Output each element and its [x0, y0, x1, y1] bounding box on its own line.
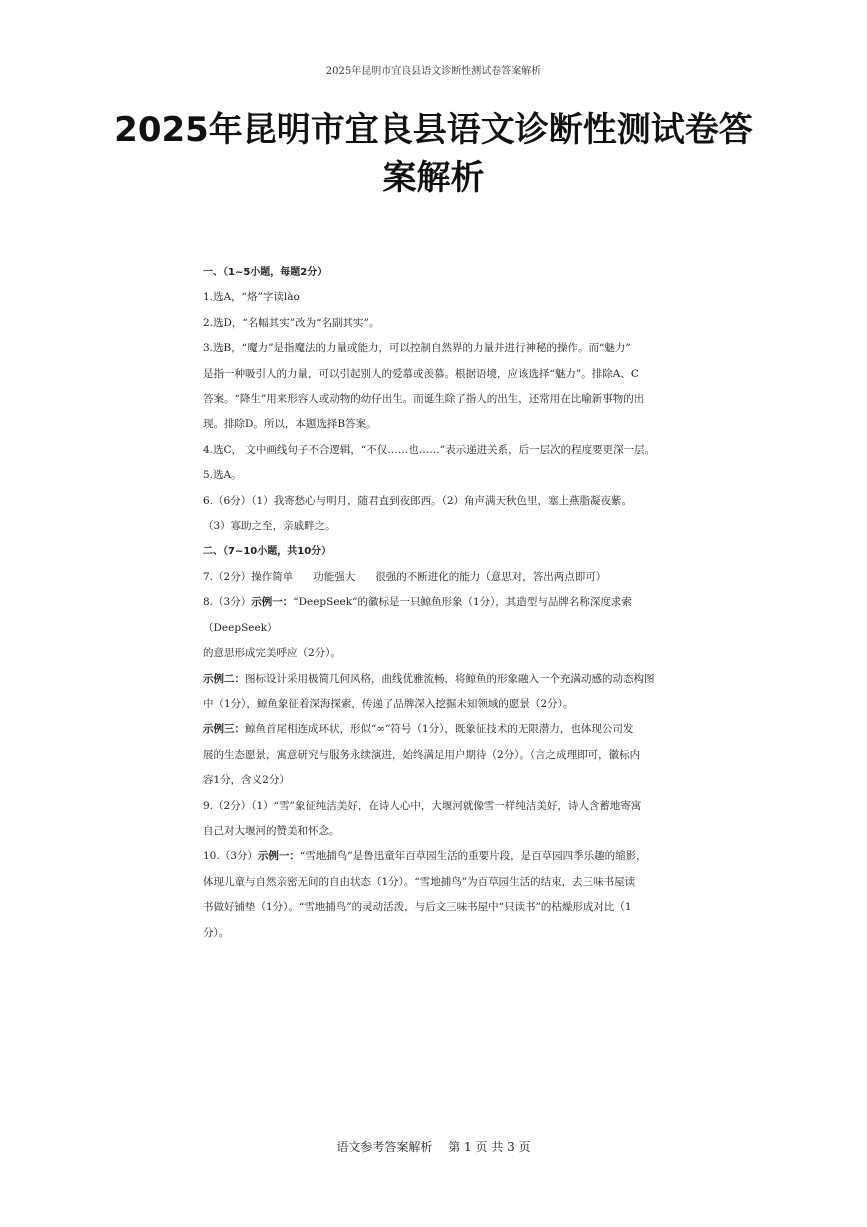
answer-text: “DeepSeek”的徽标是一只鲸鱼形象（1分），其造型与品牌名称深度求索（DeepSeek）: [203, 596, 632, 634]
answer-q6: [203, 489, 673, 540]
running-header: 2025年昆明市宜良县语文诊断性测试卷答案解析: [325, 66, 542, 77]
answer-line: 9.（2分）（1）“雪”象征纯洁美好，在诗人心中，大堰河就像雪一样纯洁美好，诗人含蓄地寄寓: [203, 799, 642, 812]
section-heading-1: 一、（1~5小题，每题2分）: [203, 267, 328, 278]
q7-item3: 很强的不断进化的能力（意思对，答出两点即可）: [375, 570, 607, 583]
example-label: 示例一：: [251, 596, 294, 609]
answer-line: [203, 590, 673, 641]
page-footer: 语文参考答案解析 第 1 页 共 3 页: [336, 1140, 531, 1154]
answer-line: 体现儿童与自然亲密无间的自由状态（1分）。“雪地捕鸟”为百草园生活的结束，去三味书屋读: [203, 875, 636, 888]
example-label: 示例三：: [203, 723, 245, 736]
q7-prefix: 7.（2分）操作简单: [203, 570, 294, 583]
q10-prefix: 10.（3分）: [203, 850, 258, 863]
answer-text: “雪地捕鸟”是鲁迅童年百草园生活的重要片段，是百草园四季乐趣的缩影，: [299, 850, 647, 863]
answer-line: 容1分，含义2分）: [203, 774, 290, 787]
answer-line: 现。排除D。所以，本题选择B答案。: [203, 418, 377, 431]
answer-line: 的意思形成完美呼应（2分）。: [203, 647, 341, 660]
answer-text: 鲸鱼首尾相连成环状，形似“∞”符号（1分），既象征技术的无限潜力，也体现公司发: [245, 723, 634, 736]
answer-q8: [203, 590, 673, 793]
example-label: 示例一：: [257, 850, 300, 863]
answer-line: 自己对大堰河的赞美和怀念。: [203, 824, 340, 837]
answer-line: 分）。: [203, 926, 230, 939]
answer-line: 展的生态愿景，寓意研究与服务永续演进，始终满足用户期待（2分）。（言之成理即可，徽标内: [203, 748, 641, 761]
answer-line: 答案。“降生”用来形容人或动物的幼仔出生。而诞生除了指人的出生，还常用在比喻新事物的出: [203, 393, 645, 406]
q8-prefix: 8.（3分）: [203, 596, 252, 609]
section-heading-2: 二、（7~10小题，共10分）: [203, 546, 332, 558]
answer-body: [203, 260, 673, 946]
answer-line: （3）寡助之至，亲戚畔之。: [203, 520, 336, 533]
answer-q3: [203, 336, 673, 438]
answer-text: 图标设计采用极简几何风格，曲线优雅流畅，将鲸鱼的形象融入一个充满动感的动态构图: [245, 672, 655, 685]
answer-line: 3.选B，“魔力”是指魔法的力量或能力，可以控制自然界的力量并进行神秘的操作。而“魅力”: [203, 342, 631, 355]
answer-q5: 5.选A。: [203, 469, 242, 482]
answer-line: 中（1分），鲸鱼象征着深海探索，传递了品牌深入挖掘未知领域的愿景（2分）。: [203, 697, 574, 710]
answer-q2: 2.选D，“名幅其实”改为“名副其实”。: [203, 316, 380, 329]
example-label: 示例二：: [203, 672, 245, 685]
answer-q1: 1.选A，“烙”字读lào: [203, 291, 300, 304]
answer-q9: [203, 794, 673, 845]
page-title-line1: 2025年昆明市宜良县语文诊断性测试卷答: [114, 110, 753, 150]
answer-line: [203, 667, 673, 692]
answer-q10: [203, 844, 673, 946]
answer-q4: 4.选C， 文中画线句子不合逻辑，“不仅……也……”表示递进关系，后一层次的程度要更深一层。: [203, 443, 656, 456]
answer-line: [203, 844, 673, 869]
q7-item2: 功能强大: [313, 570, 356, 583]
answer-line: 是指一种吸引人的力量，可以引起别人的爱慕或羡慕。根据语境，应该选择“魅力”。排除A、C: [203, 367, 639, 380]
answer-line: 书做好铺垫（1分）。“雪地捕鸟”的灵动活泼，与后文三味书屋中“只读书”的枯燥形成对比（1: [203, 901, 632, 914]
answer-line: [203, 717, 673, 742]
answer-line: 6.（6分）（1）我寄愁心与明月，随君直到夜郎西。（2）角声满天秋色里，塞上燕脂凝夜紫。: [203, 494, 633, 507]
answer-q7: [203, 565, 673, 590]
page-title-line2: 案解析: [382, 158, 485, 198]
page-title: [0, 106, 867, 202]
